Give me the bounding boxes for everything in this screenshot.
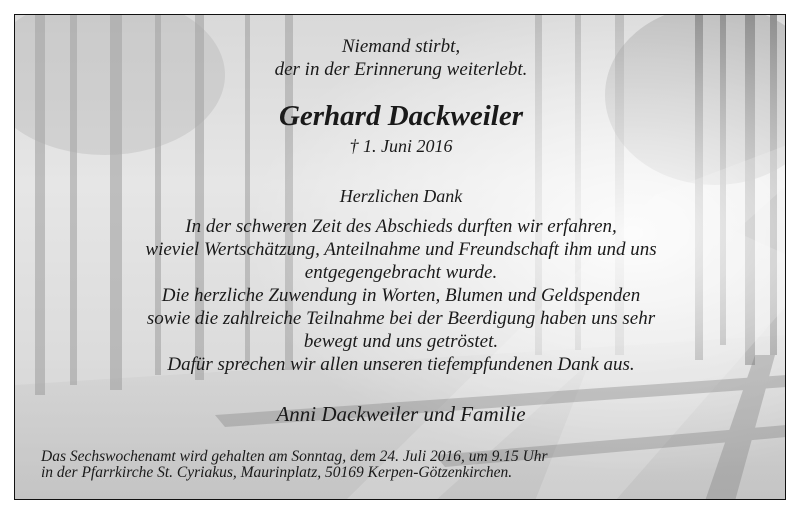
thanks-message (15, 215, 786, 376)
service-notice (41, 449, 761, 481)
obituary-text (15, 15, 786, 500)
forest-background-image (14, 14, 786, 500)
deceased-name: Gerhard Dackweiler (278, 100, 524, 132)
motto-line: der in der Erinnerung weiterlebt. (274, 59, 528, 80)
notice-line: Das Sechswochenamt wird gehalten am Sonntag, dem 24. Juli 2016, um 9.15 Uhr (41, 448, 548, 465)
message-line: entgegengebracht wurde. (304, 262, 498, 283)
motto-line: Niemand stirbt, (341, 36, 461, 57)
notice-line: in der Pfarrkirche St. Cyriakus, Maurinplatz, 50169 Kerpen-Götzenkirchen. (41, 464, 513, 481)
thanks-heading: Herzlichen Dank (339, 186, 463, 206)
message-line: bewegt und uns getröstet. (303, 331, 499, 352)
message-line: Die herzliche Zuwendung in Worten, Blumen und Geldspenden (161, 285, 641, 306)
motto (15, 35, 786, 81)
message-line: sowie die zahlreiche Teilnahme bei der Beerdigung haben uns sehr (146, 308, 656, 329)
family-signature: Anni Dackweiler und Familie (276, 402, 526, 426)
death-date: † 1. Juni 2016 (349, 136, 453, 156)
message-line: In der schweren Zeit des Abschieds durften wir erfahren, (185, 216, 617, 237)
message-line: Dafür sprechen wir allen unseren tiefempfundenen Dank aus. (167, 354, 635, 375)
message-line: wieviel Wertschätzung, Anteilnahme und Freundschaft ihm und uns (145, 239, 657, 260)
